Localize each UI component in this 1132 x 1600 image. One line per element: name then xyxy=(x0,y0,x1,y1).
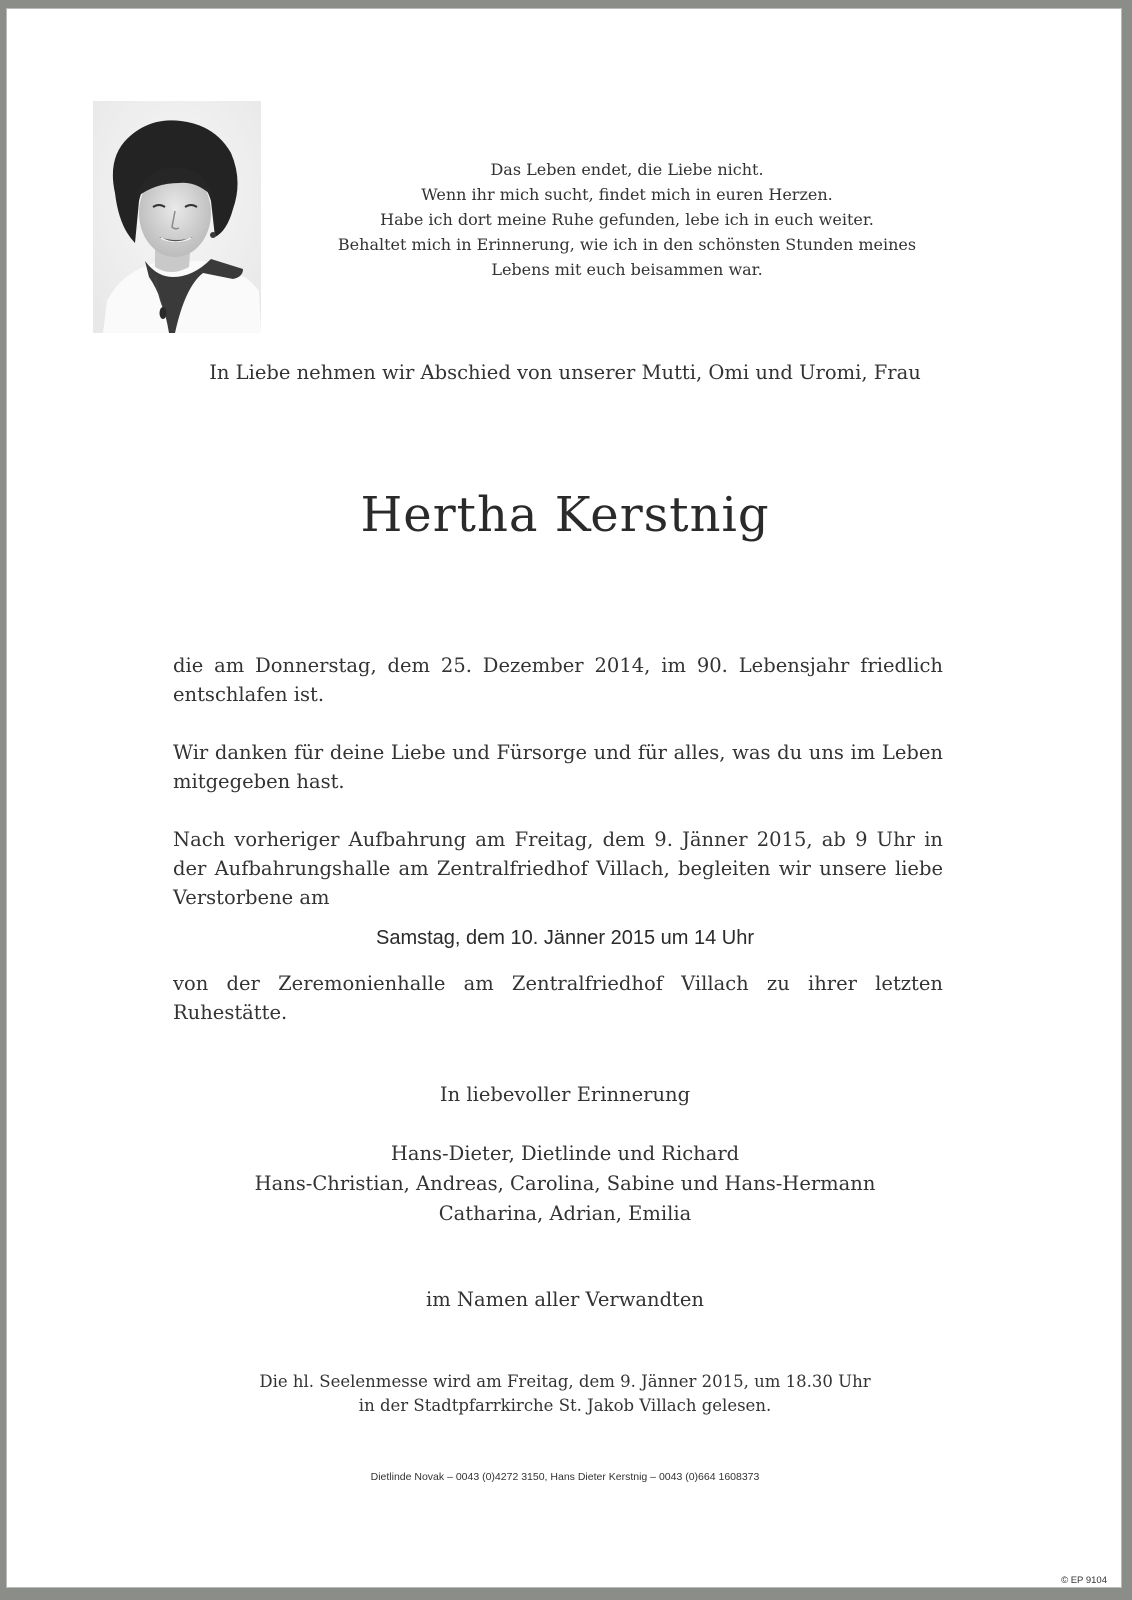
thanks-paragraph: Wir danken für deine Liebe und Fürsorge und für alles, was du uns im Leben mitgegeben hast. xyxy=(173,741,943,793)
mass-notice xyxy=(7,1370,1123,1418)
verse-line: Wenn ihr mich sucht, findet mich in euren Herzen. xyxy=(421,185,833,204)
mass-line: in der Stadtpfarrkirche St. Jakob Villach gelesen. xyxy=(358,1396,772,1415)
verse-line: Behaltet mich in Erinnerung, wie ich in den schönsten Stunden meines xyxy=(337,235,917,254)
contact-line: Dietlinde Novak – 0043 (0)4272 3150, Hans Dieter Kerstnig – 0043 (0)664 1608373 xyxy=(370,1471,760,1483)
verse-line: Das Leben endet, die Liebe nicht. xyxy=(490,160,764,179)
mourners-line: Hans-Christian, Andreas, Carolina, Sabine und Hans-Hermann xyxy=(254,1172,876,1195)
mourners-line: Catharina, Adrian, Emilia xyxy=(438,1202,692,1225)
deceased-name: Hertha Kerstnig xyxy=(360,487,770,543)
portrait-photo-icon xyxy=(93,101,261,333)
mass-line: Die hl. Seelenmesse wird am Freitag, dem 9. Jänner 2015, um 18.30 Uhr xyxy=(259,1372,871,1391)
memorial-verse xyxy=(287,157,967,282)
funeral-date: Samstag, dem 10. Jänner 2015 um 14 Uhr xyxy=(376,927,754,949)
verse-line: Habe ich dort meine Ruhe gefunden, lebe ich in euch weiter. xyxy=(380,210,874,229)
burial-paragraph: von der Zeremonienhalle am Zentralfriedhof Villach zu ihrer letzten Ruhestätte. xyxy=(173,972,943,1024)
relatives-line: im Namen aller Verwandten xyxy=(425,1288,704,1311)
verse-line: Lebens mit euch beisammen war. xyxy=(491,260,763,279)
viewing-paragraph: Nach vorheriger Aufbahrung am Freitag, dem 9. Jänner 2015, ab 9 Uhr in der Aufbahrungshalle am Zentralfriedhof Villach, begleiten wir unsere liebe Verstorbene am xyxy=(173,828,943,909)
death-notice-paragraph: die am Donnerstag, dem 25. Dezember 2014, im 90. Lebensjahr friedlich entschlafen ist. xyxy=(173,654,943,706)
farewell-intro: In Liebe nehmen wir Abschied von unserer Mutti, Omi und Uromi, Frau xyxy=(209,361,921,384)
print-code: © EP 9104 xyxy=(1061,1575,1107,1586)
remembrance-line: In liebevoller Erinnerung xyxy=(439,1083,691,1106)
portrait-photo xyxy=(93,101,261,333)
obituary-page xyxy=(6,8,1122,1588)
mourners-line: Hans-Dieter, Dietlinde und Richard xyxy=(390,1142,740,1165)
mourners-list xyxy=(7,1139,1123,1229)
